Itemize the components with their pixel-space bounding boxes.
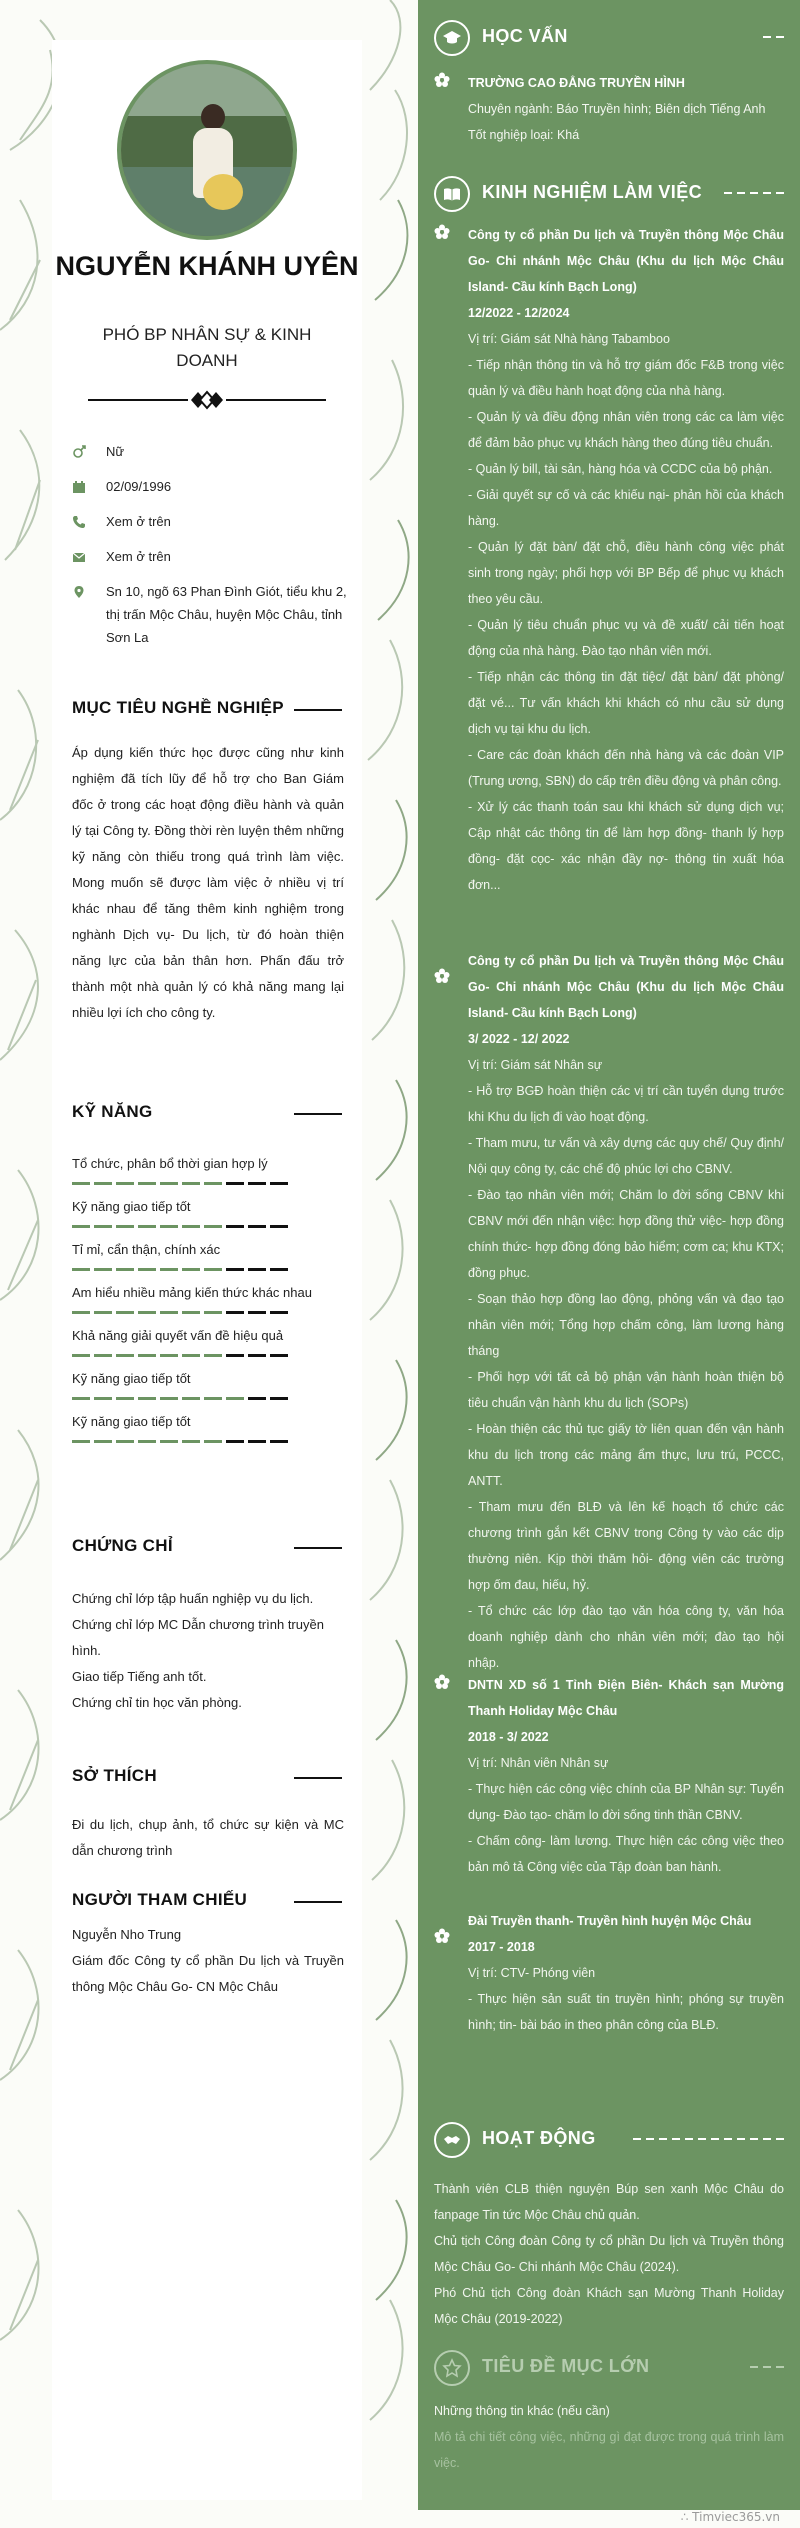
skill-level-segment — [72, 1268, 90, 1271]
company-name: DNTN XD số 1 Tỉnh Điện Biên- Khách sạn Mường Thanh Holiday Mộc Châu — [468, 1678, 784, 1718]
major: Chuyên ngành: Báo Truyền hình; Biên dịch Tiếng Anh — [468, 102, 766, 116]
skill-label: Khả năng giải quyết vấn đề hiệu quả — [72, 1328, 284, 1343]
heading-dashes — [633, 2138, 784, 2140]
phone-value[interactable]: Xem ở trên — [106, 514, 171, 529]
gender-value: Nữ — [106, 444, 125, 459]
skill-level-segment — [94, 1225, 112, 1228]
job-task: - Đào tạo nhân viên mới; Chăm lo đời sống CBNV khi CBNV mới đến nhận việc: hợp đồng thử việc- hợp đồng chính thức- hợp đồng đóng bảo hiểm; cơm ca; khu KTX; đồng phục. — [468, 1188, 784, 1280]
phone-row — [72, 510, 352, 533]
references-title: NGƯỜI THAM CHIẾU — [72, 1890, 248, 1909]
skill-level-segment — [138, 1397, 156, 1400]
skill-level-bar — [72, 1311, 344, 1314]
skill-level-segment — [182, 1440, 200, 1443]
skill-item — [72, 1281, 344, 1314]
skill-label: Tỉ mỉ, cẩn thận, chính xác — [72, 1242, 221, 1257]
skill-level-segment — [248, 1397, 266, 1400]
address-value: Sn 10, ngõ 63 Phan Đình Giót, tiểu khu 2, thị trấn Mộc Châu, huyện Mộc Châu, tỉnh Sơn La — [106, 584, 347, 645]
skill-level-segment — [270, 1182, 288, 1185]
gender-row — [72, 440, 352, 463]
skill-item — [72, 1367, 344, 1400]
skill-level-segment — [138, 1268, 156, 1271]
company-name: Đài Truyền thanh- Truyền hình huyện Mộc Châu — [468, 1914, 752, 1928]
job-task: - Tiếp nhận thông tin và hỗ trợ giám đốc F&B trong việc quản lý và điều hành hoạt động của nhà hàng. — [468, 358, 784, 398]
skill-level-segment — [182, 1311, 200, 1314]
heading-dashes — [763, 36, 784, 38]
job-task: - Hỗ trợ BGĐ hoàn thiện các vị trí cần tuyển dụng trước khi Khu du lịch đi vào hoạt động. — [468, 1084, 784, 1124]
skill-item — [72, 1410, 344, 1443]
activities-title: HOẠT ĐỘNG — [482, 2128, 596, 2148]
candidate-name: NGUYỄN KHÁNH UYÊN — [55, 251, 359, 281]
skill-level-segment — [116, 1182, 134, 1185]
job-task: - Thực hiện sản suất tin truyền hình; phóng sự truyền hình; tin- bài báo in theo phân công của BLĐ. — [468, 1992, 784, 2032]
phone-icon — [72, 510, 106, 533]
objective-text: Áp dụng kiến thức học được cũng như kinh nghiệm đã tích lũy để hỗ trợ cho Ban Giám đốc ở trong các hoạt động điều hành và quản lý tại Công ty. Đồng thời rèn luyện thêm những kỹ năng còn thiếu trong quá trình làm việc. Mong muốn sẽ được làm việc ở nhiều vị trí khác nhau để tăng thêm kinh nghiệm trong nghành Dịch vụ- Du lịch, từ đó hoàn thiện năng lực của bản thân hơn. Phấn đấu trở thành một nhà quản lý có khả năng mang lại nhiều lợi ích cho công ty. — [72, 745, 344, 1020]
experience-heading — [434, 176, 784, 214]
skill-label: Kỹ năng giao tiếp tốt — [72, 1371, 191, 1386]
contact-info — [72, 440, 352, 661]
skill-level-segment — [248, 1311, 266, 1314]
job-task: - Quản lý tiêu chuẩn phục vụ và đề xuất/ cải tiến hoạt động của nhà hàng. Đào tạo nhân viên mới. — [468, 618, 784, 658]
email-value[interactable]: Xem ở trên — [106, 549, 171, 564]
skill-level-segment — [116, 1440, 134, 1443]
flower-icon — [434, 224, 450, 240]
skill-level-segment — [116, 1311, 134, 1314]
skill-level-segment — [160, 1397, 178, 1400]
hobbies-heading — [72, 1766, 342, 1790]
skill-level-segment — [248, 1182, 266, 1185]
right-column — [418, 0, 800, 2510]
skill-level-segment — [94, 1397, 112, 1400]
job-task: - Giải quyết sự cố và các khiếu nại- phản hồi của khách hàng. — [468, 488, 784, 528]
skill-level-segment — [204, 1397, 222, 1400]
flower-icon — [434, 1928, 450, 1944]
skill-level-segment — [160, 1182, 178, 1185]
certificate-item: Chứng chỉ lớp MC Dẫn chương trình truyền hình. — [72, 1617, 324, 1658]
candidate-role: PHÓ BP NHÂN SỰ & KINH DOANH — [102, 325, 312, 370]
skill-level-segment — [226, 1440, 244, 1443]
skill-level-segment — [248, 1440, 266, 1443]
skill-level-segment — [248, 1354, 266, 1357]
hobbies-title: SỞ THÍCH — [72, 1766, 157, 1785]
heading-dashes — [724, 192, 784, 194]
certificate-item: Chứng chỉ lớp tập huấn nghiệp vụ du lịch. — [72, 1591, 314, 1606]
job-position: Vị trí: Nhân viên Nhân sự — [468, 1756, 609, 1770]
job-task: - Tiếp nhận các thông tin đặt tiệc/ đặt bàn/ đặt phòng/ đặt vé... Tư vấn khách khi khách có nhu cầu sử dụng dịch vụ tại khu du lịch. — [468, 670, 784, 736]
handshake-icon — [434, 2122, 470, 2158]
skill-level-segment — [116, 1225, 134, 1228]
email-icon — [72, 545, 106, 568]
skill-level-segment — [72, 1397, 90, 1400]
skill-level-segment — [248, 1268, 266, 1271]
activity-item: Thành viên CLB thiện nguyện Búp sen xanh Mộc Châu do fanpage Tin tức Mộc Châu chủ quản. — [434, 2182, 784, 2222]
reference-name: Nguyễn Nho Trung — [72, 1927, 182, 1942]
skill-level-segment — [204, 1311, 222, 1314]
skill-item — [72, 1324, 344, 1357]
skill-level-segment — [226, 1225, 244, 1228]
grade: Tốt nghiệp loại: Khá — [468, 128, 580, 142]
footer-brand[interactable]: ∴ Timviec365.vn — [680, 2510, 780, 2524]
skill-level-segment — [204, 1268, 222, 1271]
skill-level-segment — [226, 1268, 244, 1271]
job-task: - Quản lý bill, tài sản, hàng hóa và CCDC của bộ phận. — [468, 462, 773, 476]
certificates-heading — [72, 1536, 342, 1560]
skill-level-segment — [204, 1225, 222, 1228]
brand-text: Timviec365.vn — [692, 2510, 780, 2524]
skill-label: Kỹ năng giao tiếp tốt — [72, 1199, 191, 1214]
skill-level-segment — [270, 1311, 288, 1314]
avatar — [117, 60, 297, 240]
job-period: 2018 - 3/ 2022 — [468, 1730, 549, 1744]
references-heading — [72, 1890, 342, 1914]
gender-icon — [72, 440, 106, 463]
experience-title: KINH NGHIỆM LÀM VIỆC — [482, 182, 703, 202]
job-task: - Phối hợp với tất cả bộ phận vận hành hoàn thiện bộ tiêu chuẩn vận hành khu du lịch (SOPs) — [468, 1370, 784, 1410]
activity-item: Chủ tịch Công đoàn Công ty cổ phần Du lịch và Truyền thông Mộc Châu Go- Chi nhánh Mộc Châu (2024). — [434, 2234, 784, 2274]
skill-level-segment — [160, 1354, 178, 1357]
skill-level-segment — [138, 1354, 156, 1357]
objective-title: MỤC TIÊU NGHỀ NGHIỆP — [72, 698, 284, 717]
skill-level-segment — [204, 1182, 222, 1185]
skill-level-segment — [226, 1354, 244, 1357]
education-title: HỌC VẤN — [482, 26, 568, 46]
skill-level-segment — [270, 1397, 288, 1400]
extra-content — [434, 2398, 784, 2476]
skill-item — [72, 1152, 344, 1185]
skill-level-segment — [204, 1354, 222, 1357]
skill-level-segment — [72, 1182, 90, 1185]
skill-level-segment — [72, 1225, 90, 1228]
activities-heading — [434, 2122, 784, 2160]
job-task: - Quản lý đặt bàn/ đặt chỗ, điều hành công việc phát sinh trong ngày; phối hợp với BP Bếp để phục vụ khách theo yêu cầu. — [468, 540, 784, 606]
skills-title: KỸ NĂNG — [72, 1102, 153, 1121]
address-row — [72, 580, 352, 649]
name-divider — [72, 390, 342, 410]
experience-entry — [434, 1908, 794, 2038]
email-row — [72, 545, 352, 568]
dob-row — [72, 475, 352, 498]
job-position: Vị trí: Giám sát Nhà hàng Tabamboo — [468, 332, 670, 346]
flower-icon — [434, 72, 450, 88]
flower-icon — [434, 968, 450, 984]
skills-list — [72, 1152, 344, 1453]
skill-level-bar — [72, 1225, 344, 1228]
skill-level-bar — [72, 1354, 344, 1357]
education-heading — [434, 20, 784, 58]
skill-level-segment — [182, 1225, 200, 1228]
skill-level-segment — [94, 1268, 112, 1271]
skill-level-segment — [116, 1354, 134, 1357]
skill-level-segment — [116, 1268, 134, 1271]
skill-level-segment — [160, 1268, 178, 1271]
activities-list — [434, 2176, 784, 2332]
company-name: Công ty cổ phần Du lịch và Truyền thông Mộc Châu Go- Chi nhánh Mộc Châu (Khu du lịch Mộc Châu Island- Cầu kính Bạch Long) — [468, 228, 784, 294]
job-task: - Hoàn thiện các thủ tục giấy tờ liên quan đến vận hành khu du lịch trong các mảng ẩm thực, lưu trú, PCCC, ANTT. — [468, 1422, 784, 1488]
hobbies-text: Đi du lịch, chụp ảnh, tổ chức sự kiện và MC dẫn chương trình — [72, 1817, 344, 1858]
skill-level-segment — [138, 1225, 156, 1228]
certificate-item: Chứng chỉ tin học văn phòng. — [72, 1695, 242, 1710]
job-task: - Care các đoàn khách đến nhà hàng và các đoàn VIP (Trung ương, SBN) do cấp trên điều động và phân công. — [468, 748, 784, 788]
skill-level-segment — [160, 1440, 178, 1443]
experience-entry — [434, 1672, 794, 1880]
skill-item — [72, 1238, 344, 1271]
certificates-title: CHỨNG CHỈ — [72, 1536, 173, 1555]
skill-level-segment — [72, 1311, 90, 1314]
star-icon — [434, 2350, 470, 2386]
skill-level-segment — [270, 1354, 288, 1357]
skill-level-segment — [270, 1225, 288, 1228]
skill-level-bar — [72, 1440, 344, 1443]
diamond-ornament-icon — [189, 390, 225, 410]
school-name: TRƯỜNG CAO ĐẲNG TRUYỀN HÌNH — [468, 76, 685, 90]
reference-desc: Giám đốc Công ty cổ phần Du lịch và Truyền thông Mộc Châu Go- CN Mộc Châu — [72, 1953, 344, 1994]
skill-level-bar — [72, 1268, 344, 1271]
education-entry — [434, 70, 794, 148]
certificate-item: Giao tiếp Tiếng anh tốt. — [72, 1669, 207, 1684]
skill-label: Kỹ năng giao tiếp tốt — [72, 1414, 191, 1429]
job-position: Vị trí: Giám sát Nhân sự — [468, 1058, 603, 1072]
left-column — [52, 40, 362, 2500]
experience-entry — [434, 948, 794, 1676]
skill-level-segment — [270, 1440, 288, 1443]
activity-item: Phó Chủ tịch Công đoàn Khách sạn Mường Thanh Holiday Mộc Châu (2019-2022) — [434, 2286, 784, 2326]
job-period: 12/2022 - 12/2024 — [468, 306, 570, 320]
job-task: - Tổ chức các lớp đào tạo văn hóa công ty, văn hóa doanh nghiệp dành cho nhân viên mới; đào tạo hội nhập. — [468, 1604, 784, 1670]
skill-level-segment — [72, 1440, 90, 1443]
skill-level-segment — [94, 1354, 112, 1357]
job-task: - Tham mưu đến BLĐ và lên kế hoạch tổ chức các chương trình gắn kết CBNV trong Công ty vào các dịp thường niên. Kịp thời thăm hỏi- động viên các trường hợp ốm đau, hiếu, hỷ. — [468, 1500, 784, 1592]
extra-line: Những thông tin khác (nếu cần) — [434, 2404, 610, 2418]
certificates-list — [72, 1586, 344, 1716]
skill-level-segment — [182, 1397, 200, 1400]
skill-level-segment — [138, 1182, 156, 1185]
skill-level-segment — [226, 1182, 244, 1185]
skill-level-segment — [138, 1311, 156, 1314]
skill-level-segment — [94, 1182, 112, 1185]
objective-heading — [72, 698, 342, 722]
job-task: - Tham mưu, tư vấn và xây dựng các quy chế/ Quy định/ Nội quy công ty, các chế độ phúc lợi cho CBNV. — [468, 1136, 784, 1176]
job-task: - Thực hiện các công việc chính của BP Nhân sự: Tuyển dụng- Đào tạo- chăm lo đời sống tinh thần CBNV. — [468, 1782, 784, 1822]
graduation-cap-icon — [434, 20, 470, 56]
extra-heading — [434, 2350, 784, 2388]
skill-level-segment — [94, 1311, 112, 1314]
skill-level-segment — [226, 1311, 244, 1314]
company-name: Công ty cổ phần Du lịch và Truyền thông Mộc Châu Go- Chi nhánh Mộc Châu (Khu du lịch Mộc Châu Island- Cầu kính Bạch Long) — [468, 954, 784, 1020]
skill-level-bar — [72, 1182, 344, 1185]
skill-level-segment — [116, 1397, 134, 1400]
job-task: - Xử lý các thanh toán sau khi khách sử dụng dịch vụ; Cập nhật các thông tin để làm hợp đồng- thanh lý hợp đồng- đặt cọc- xác nhận đầy nợ- thông tin xuất hóa đơn... — [468, 800, 784, 892]
skill-label: Tổ chức, phân bổ thời gian hợp lý — [72, 1156, 268, 1171]
skill-level-segment — [226, 1397, 244, 1400]
skill-level-segment — [270, 1268, 288, 1271]
skill-level-segment — [160, 1311, 178, 1314]
location-icon — [72, 580, 106, 603]
skills-heading — [72, 1102, 342, 1126]
heading-dashes — [750, 2366, 784, 2368]
job-period: 3/ 2022 - 12/ 2022 — [468, 1032, 570, 1046]
skill-level-segment — [248, 1225, 266, 1228]
book-icon — [434, 176, 470, 212]
flower-icon — [434, 1674, 450, 1690]
skill-level-segment — [182, 1354, 200, 1357]
skill-level-bar — [72, 1397, 344, 1400]
skill-level-segment — [204, 1440, 222, 1443]
job-task: - Chấm công- làm lương. Thực hiện các công việc theo bản mô tả Công việc của Tập đoàn ban hành. — [468, 1834, 784, 1874]
skill-level-segment — [72, 1354, 90, 1357]
skill-level-segment — [182, 1268, 200, 1271]
skill-level-segment — [160, 1225, 178, 1228]
experience-entry — [434, 222, 794, 898]
calendar-icon — [72, 475, 106, 498]
job-position: Vị trí: CTV- Phóng viên — [468, 1966, 596, 1980]
job-task: - Soạn thảo hợp đồng lao động, phỏng vấn và đạo tạo nhân viên mới; Tổng hợp chấm công, làm lương hàng tháng — [468, 1292, 784, 1358]
skill-item — [72, 1195, 344, 1228]
dob-value: 02/09/1996 — [106, 479, 172, 494]
skill-level-segment — [138, 1440, 156, 1443]
skill-level-segment — [94, 1440, 112, 1443]
job-task: - Quản lý và điều động nhân viên trong các ca làm việc để đảm bảo phục vụ khách hàng theo đúng tiêu chuẩn. — [468, 410, 784, 450]
skill-level-segment — [182, 1182, 200, 1185]
job-period: 2017 - 2018 — [468, 1940, 535, 1954]
extra-title: TIÊU ĐỀ MỤC LỚN — [482, 2356, 650, 2376]
skill-label: Am hiểu nhiều mảng kiến thức khác nhau — [72, 1285, 312, 1300]
extra-description: Mô tả chi tiết công việc, những gì đạt được trong quá trình làm việc. — [434, 2430, 784, 2470]
